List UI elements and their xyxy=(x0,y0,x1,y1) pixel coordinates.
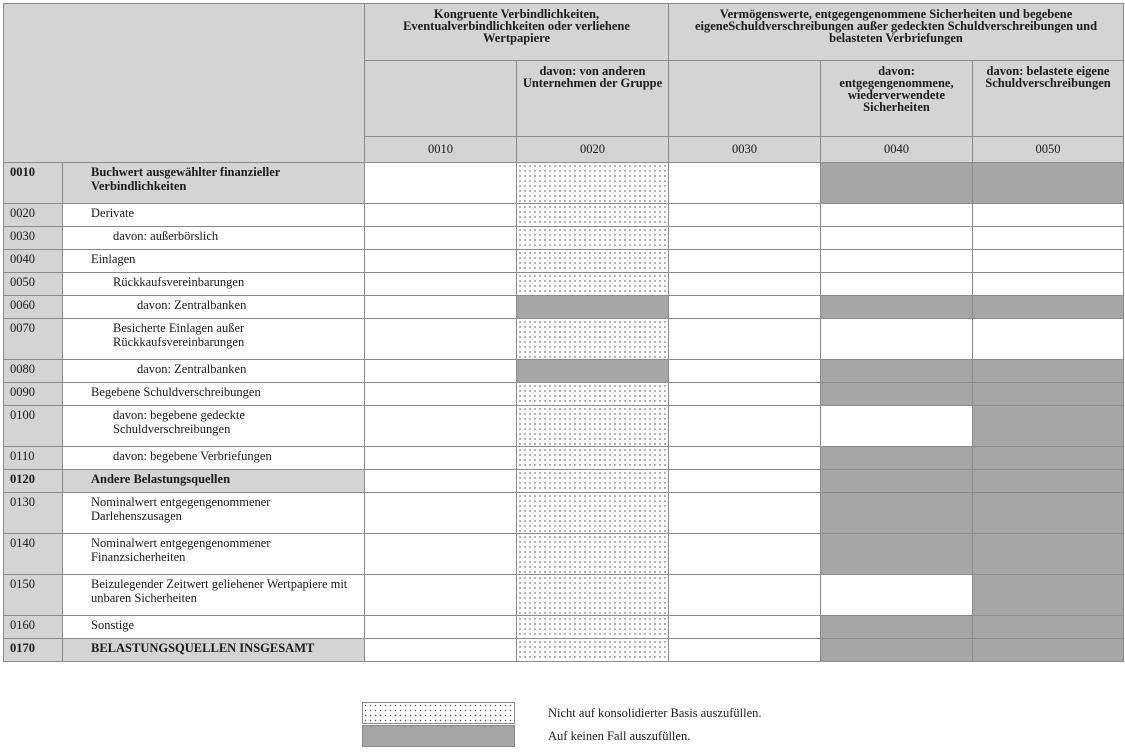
row-code: 0110 xyxy=(4,447,63,470)
value-cell xyxy=(821,616,973,639)
value-cell xyxy=(973,616,1124,639)
legend-dark-swatch xyxy=(362,725,515,747)
legend-dark xyxy=(362,725,690,747)
value-cell[interactable] xyxy=(669,383,821,406)
table-row xyxy=(4,616,1124,639)
table-row xyxy=(4,383,1124,406)
table-row xyxy=(4,204,1124,227)
value-cell xyxy=(973,493,1124,534)
value-cell xyxy=(821,470,973,493)
legend-dark-text: Auf keinen Fall auszufüllen. xyxy=(548,728,691,743)
value-cell[interactable] xyxy=(821,204,973,227)
row-label: Besicherte Einlagen außer Rückkaufsvereinbarungen xyxy=(63,319,365,360)
table-row xyxy=(4,163,1124,204)
column-code: 0010 xyxy=(365,137,517,163)
value-cell[interactable] xyxy=(669,575,821,616)
header-corner xyxy=(4,4,365,163)
value-cell xyxy=(517,616,669,639)
value-cell xyxy=(517,163,669,204)
value-cell[interactable] xyxy=(669,447,821,470)
value-cell xyxy=(973,534,1124,575)
value-cell[interactable] xyxy=(973,250,1124,273)
row-label: Rückkaufsvereinbarungen xyxy=(63,273,365,296)
table-row xyxy=(4,575,1124,616)
row-code: 0030 xyxy=(4,227,63,250)
header-col-0040: davon: entgegengenommene, wiederverwendete Sicherheiten xyxy=(821,61,973,137)
value-cell[interactable] xyxy=(365,296,517,319)
column-code: 0020 xyxy=(517,137,669,163)
value-cell[interactable] xyxy=(365,575,517,616)
row-label: Nominalwert entgegengenommener Darlehenszusagen xyxy=(63,493,365,534)
value-cell[interactable] xyxy=(365,616,517,639)
value-cell[interactable] xyxy=(973,273,1124,296)
value-cell[interactable] xyxy=(365,383,517,406)
value-cell xyxy=(517,250,669,273)
value-cell[interactable] xyxy=(669,250,821,273)
row-code: 0170 xyxy=(4,639,63,662)
value-cell[interactable] xyxy=(821,273,973,296)
row-label: Begebene Schuldverschreibungen xyxy=(63,383,365,406)
row-code: 0100 xyxy=(4,406,63,447)
value-cell xyxy=(821,360,973,383)
value-cell[interactable] xyxy=(365,250,517,273)
row-label: davon: begebene gedeckte Schuldverschreibungen xyxy=(63,406,365,447)
value-cell[interactable] xyxy=(821,319,973,360)
value-cell[interactable] xyxy=(365,447,517,470)
row-code: 0080 xyxy=(4,360,63,383)
value-cell[interactable] xyxy=(365,227,517,250)
value-cell[interactable] xyxy=(973,319,1124,360)
value-cell xyxy=(821,534,973,575)
row-code: 0060 xyxy=(4,296,63,319)
value-cell[interactable] xyxy=(973,204,1124,227)
value-cell xyxy=(517,406,669,447)
value-cell xyxy=(821,296,973,319)
value-cell xyxy=(517,383,669,406)
value-cell[interactable] xyxy=(365,204,517,227)
row-code: 0130 xyxy=(4,493,63,534)
value-cell xyxy=(973,383,1124,406)
value-cell[interactable] xyxy=(365,273,517,296)
row-code: 0140 xyxy=(4,534,63,575)
value-cell[interactable] xyxy=(365,534,517,575)
value-cell[interactable] xyxy=(821,406,973,447)
value-cell xyxy=(973,470,1124,493)
table-row xyxy=(4,273,1124,296)
value-cell[interactable] xyxy=(365,360,517,383)
row-label: davon: Zentralbanken xyxy=(63,296,365,319)
row-code: 0160 xyxy=(4,616,63,639)
table-row xyxy=(4,493,1124,534)
value-cell xyxy=(517,639,669,662)
row-label: Nominalwert entgegengenommener Finanzsicherheiten xyxy=(63,534,365,575)
header-col-0020: davon: von anderen Unternehmen der Gruppe xyxy=(517,61,669,137)
value-cell[interactable] xyxy=(669,163,821,204)
value-cell xyxy=(517,227,669,250)
value-cell xyxy=(517,493,669,534)
legend-dotted xyxy=(362,702,762,724)
table-body xyxy=(4,163,1124,662)
value-cell[interactable] xyxy=(669,470,821,493)
value-cell xyxy=(973,360,1124,383)
value-cell xyxy=(517,360,669,383)
table-row xyxy=(4,470,1124,493)
value-cell[interactable] xyxy=(365,639,517,662)
row-label: Sonstige xyxy=(63,616,365,639)
table-row xyxy=(4,447,1124,470)
value-cell xyxy=(973,639,1124,662)
table-row xyxy=(4,250,1124,273)
row-code: 0150 xyxy=(4,575,63,616)
header-col-0050: davon: belastete eigene Schuldverschreibungen xyxy=(973,61,1124,137)
column-code: 0040 xyxy=(821,137,973,163)
table-row xyxy=(4,296,1124,319)
row-code: 0120 xyxy=(4,470,63,493)
value-cell[interactable] xyxy=(669,204,821,227)
value-cell xyxy=(973,447,1124,470)
value-cell[interactable] xyxy=(365,406,517,447)
value-cell[interactable] xyxy=(365,470,517,493)
value-cell xyxy=(517,575,669,616)
legend-dotted-swatch xyxy=(362,702,515,724)
encumbrance-table xyxy=(3,3,1124,662)
table-row xyxy=(4,227,1124,250)
header-col-0010 xyxy=(365,61,517,137)
value-cell xyxy=(517,447,669,470)
header-group-assets: Vermögenswerte, entgegengenommene Sicherheiten und begebene eigeneSchuldverschreibungen außer gedeckten Schuldverschreibungen und belasteten Verbriefungen xyxy=(669,4,1124,61)
value-cell xyxy=(973,575,1124,616)
table-row xyxy=(4,406,1124,447)
legend-dotted-text: Nicht auf konsolidierter Basis auszufüllen. xyxy=(548,705,762,720)
row-code: 0040 xyxy=(4,250,63,273)
row-label: Einlagen xyxy=(63,250,365,273)
value-cell xyxy=(821,163,973,204)
value-cell[interactable] xyxy=(669,406,821,447)
value-cell xyxy=(821,447,973,470)
column-code: 0030 xyxy=(669,137,821,163)
row-label: Derivate xyxy=(63,204,365,227)
value-cell[interactable] xyxy=(669,493,821,534)
value-cell xyxy=(517,204,669,227)
row-code: 0010 xyxy=(4,163,63,204)
value-cell[interactable] xyxy=(669,616,821,639)
row-code: 0070 xyxy=(4,319,63,360)
table-row xyxy=(4,360,1124,383)
value-cell[interactable] xyxy=(669,296,821,319)
row-label: davon: außerbörslich xyxy=(63,227,365,250)
value-cell xyxy=(821,493,973,534)
row-code: 0020 xyxy=(4,204,63,227)
value-cell[interactable] xyxy=(669,227,821,250)
value-cell[interactable] xyxy=(669,319,821,360)
value-cell[interactable] xyxy=(365,319,517,360)
value-cell[interactable] xyxy=(669,639,821,662)
value-cell xyxy=(973,163,1124,204)
row-label: BELASTUNGSQUELLEN INSGESAMT xyxy=(63,639,365,662)
table-row xyxy=(4,534,1124,575)
value-cell xyxy=(973,406,1124,447)
value-cell[interactable] xyxy=(669,273,821,296)
row-label: davon: begebene Verbriefungen xyxy=(63,447,365,470)
row-label: Andere Belastungsquellen xyxy=(63,470,365,493)
value-cell[interactable] xyxy=(821,250,973,273)
row-code: 0090 xyxy=(4,383,63,406)
row-label: davon: Zentralbanken xyxy=(63,360,365,383)
value-cell[interactable] xyxy=(365,163,517,204)
table-row xyxy=(4,319,1124,360)
value-cell[interactable] xyxy=(669,534,821,575)
header-col-0030 xyxy=(669,61,821,137)
value-cell xyxy=(973,296,1124,319)
value-cell xyxy=(517,534,669,575)
value-cell[interactable] xyxy=(669,360,821,383)
table-row xyxy=(4,639,1124,662)
column-code: 0050 xyxy=(973,137,1124,163)
value-cell[interactable] xyxy=(821,227,973,250)
value-cell[interactable] xyxy=(973,227,1124,250)
row-label: Buchwert ausgewählter finanzieller Verbindlichkeiten xyxy=(63,163,365,204)
value-cell xyxy=(517,470,669,493)
value-cell xyxy=(517,273,669,296)
row-label: Beizulegender Zeitwert geliehener Wertpapiere mit unbaren Sicherheiten xyxy=(63,575,365,616)
value-cell xyxy=(517,296,669,319)
value-cell[interactable] xyxy=(365,493,517,534)
value-cell xyxy=(821,383,973,406)
header-group-liabilities: Kongruente Verbindlichkeiten, Eventualverbindlichkeiten oder verliehene Wertpapiere xyxy=(365,4,669,61)
row-code: 0050 xyxy=(4,273,63,296)
value-cell[interactable] xyxy=(821,575,973,616)
value-cell xyxy=(821,639,973,662)
value-cell xyxy=(517,319,669,360)
